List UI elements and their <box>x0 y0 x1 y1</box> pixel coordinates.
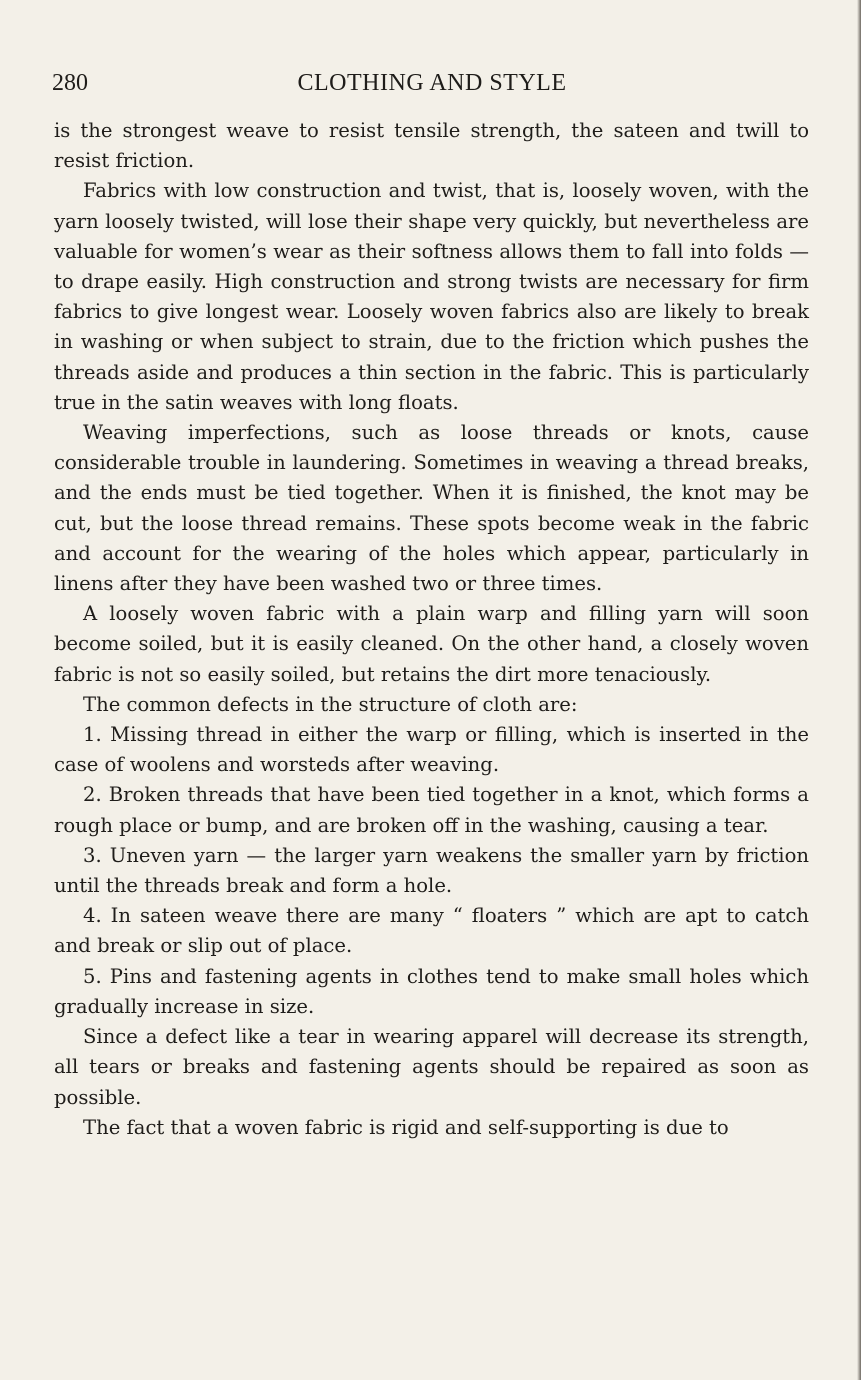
paragraph-rigid-fabric: The fact that a woven fabric is rigid and self-supporting is due to <box>83 1115 729 1139</box>
paragraph-loosely-woven-soiling: A loosely woven fabric with a plain warp and filling yarn will soon become soiled, but it is easily cleaned. On the other hand, a closely woven fabric is not so easily soiled, but retains the dirt more tenaciously. <box>54 602 809 686</box>
page-header <box>52 66 812 100</box>
paragraph-weaving-imperfections: Weaving imperfections, such as loose threads or knots, cause considerable trouble in laundering. Sometimes in weaving a thread breaks, and the ends must be tied together. When it is finished, the knot may be cut, but the loose thread remains. These spots become weak in the fabric and account for the wearing of the holes which appear, particularly in linens after they have been washed two or three times. <box>54 421 809 596</box>
paragraph-continuation: is the strongest weave to resist tensile strength, the sateen and twill to resist friction. <box>54 119 809 173</box>
list-item-pins-fastening: 5. Pins and fastening agents in clothes tend to make small holes which gradually increase in size. <box>54 964 809 1018</box>
page-number: 280 <box>52 70 88 96</box>
paragraph-defects-intro: The common defects in the structure of cloth are: <box>83 692 578 716</box>
running-title: CLOTHING AND STYLE <box>297 70 567 96</box>
list-item-missing-thread: 1. Missing thread in either the warp or filling, which is inserted in the case of woolens and worsteds after weaving. <box>54 723 809 777</box>
paragraph-repair-advice: Since a defect like a tear in wearing apparel will decrease its strength, all tears or breaks and fastening agents should be repaired as soon as possible. <box>54 1025 809 1109</box>
list-item-broken-threads: 2. Broken threads that have been tied together in a knot, which forms a rough place or bump, and are broken off in the washing, causing a tear. <box>54 783 809 837</box>
list-item-sateen-floaters: 4. In sateen weave there are many “ floaters ” which are apt to catch and break or slip out of place. <box>54 904 809 958</box>
paragraph-fabric-construction: Fabrics with low construction and twist, that is, loosely woven, with the yarn loosely twisted, will lose their shape very quickly, but nevertheless are valuable for women’s wear as their softness allows them to fall into folds — to drape easily. High construction and strong twists are necessary for firm fabrics to give longest wear. Loosely woven fabrics also are likely to break in washing or when subject to strain, due to the friction which pushes the threads aside and produces a thin section in the fabric. This is particularly true in the satin weaves with long floats. <box>54 179 809 414</box>
page-edge-shadow <box>857 0 861 1380</box>
body-text <box>54 116 809 1143</box>
list-item-uneven-yarn: 3. Uneven yarn — the larger yarn weakens the smaller yarn by friction until the threads break and form a hole. <box>54 843 809 898</box>
